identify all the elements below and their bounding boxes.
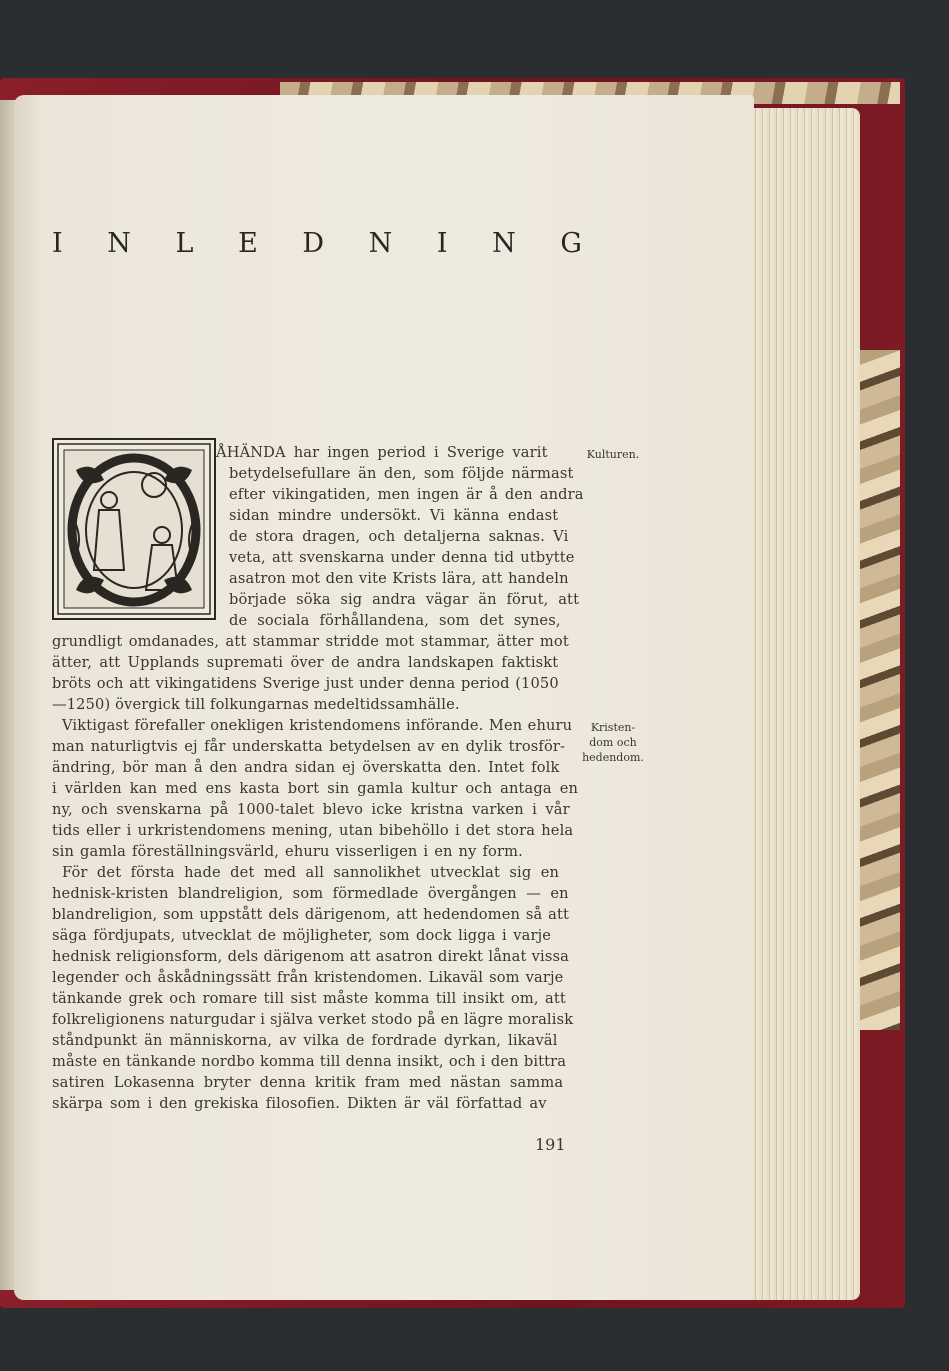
- decorated-initial-image: [52, 438, 216, 620]
- text-line: tids eller i urkristendomens mening, utan bibehöllo i det stora hela: [52, 822, 574, 839]
- page-number: 191: [535, 1135, 566, 1154]
- text-line: asatron mot den vite Krists lära, att handeln: [229, 570, 569, 587]
- text-line: betydelsefullare än den, som följde närmast: [229, 465, 574, 482]
- text-line: folkreligionens naturgudar i själva verket stodo på en lägre moralisk: [52, 1011, 574, 1028]
- text-line: grundligt omdanades, att stammar stridde mot stammar, ätter mot: [52, 633, 569, 650]
- heading-letter: I: [52, 228, 63, 259]
- heading-letter: N: [492, 228, 516, 259]
- text-line: efter vikingatiden, men ingen är å den andra: [229, 486, 584, 503]
- heading-letter: E: [238, 228, 258, 259]
- text-line: ändring, bör man å den andra sidan ej överskatta den. Intet folk: [52, 759, 560, 776]
- text-line: ätter, att Upplands suprematі över de andra landskapen faktiskt: [52, 654, 559, 671]
- margin-note-line: hedendom.: [582, 751, 644, 764]
- text-line: skärpa som i den grekiska filosofien. Dikten är väl författad av: [52, 1095, 547, 1112]
- text-line: började söka sig andra vägar än förut, att: [229, 591, 580, 608]
- text-line: sin gamla föreställningsvärld, ehuru visserligen i en ny form.: [52, 843, 523, 860]
- text-line: de sociala förhållandena, som det synes,: [229, 612, 561, 629]
- text-line: sidan mindre undersökt. Vi känna endast: [229, 507, 559, 524]
- chapter-heading: [52, 228, 582, 259]
- text-line: hednisk religionsform, dels därigenom att asatron direkt lånat vissa: [52, 948, 569, 965]
- text-line: ÅHÄNDA har ingen period i Sverige varit: [216, 444, 548, 461]
- heading-letter: G: [560, 228, 582, 259]
- text-line: Viktigast förefaller onekligen kristendomens införande. Men ehuru: [62, 717, 573, 734]
- text-line: satiren Lokasenna bryter denna kritik fram med nästan samma: [52, 1074, 564, 1091]
- heading-letter: I: [436, 228, 448, 259]
- text-line: hednisk-kristen blandreligion, som förmedlade övergången — en: [52, 885, 569, 902]
- text-line: ståndpunkt än människorna, av vilka de fordrade dyrkan, likaväl: [52, 1032, 558, 1049]
- text-line: i världen kan med ens kasta bort sin gamla kultur och antaga en: [52, 780, 579, 797]
- heading-letter: L: [175, 228, 194, 259]
- text-line: blandreligion, som uppstått dels därigenom, att hedendomen så att: [52, 906, 570, 923]
- margin-note-line: Kristen-: [590, 721, 636, 734]
- marbled-cover-edge: [860, 350, 900, 1030]
- text-line: ny, och svenskarna på 1000-talet blevo icke kristna varken i vår: [52, 801, 570, 818]
- text-line: måste en tänkande nordbo komma till denna insikt, och i den bittra: [52, 1053, 567, 1070]
- page-block-edges: [745, 108, 860, 1300]
- heading-letter: N: [368, 228, 393, 259]
- heading-letter: N: [107, 228, 131, 259]
- text-line: veta, att svenskarna under denna tid utbytte: [229, 549, 575, 566]
- margin-note-kristendom: [578, 720, 648, 765]
- margin-note-line: dom och: [589, 736, 637, 749]
- text-line: —1250) övergick till folkungarnas medeltidssamhälle.: [52, 696, 460, 713]
- margin-note-kulturen: Kulturen.: [586, 448, 640, 461]
- text-line: För det första hade det med all sannolikhet utvecklat sig en: [62, 864, 560, 881]
- text-line: säga fördjupats, utvecklat de möjligheter, som dock ligga i varje: [52, 927, 552, 944]
- woodcut-initial-icon: [54, 440, 214, 618]
- text-line: legender och åskådningssätt från kristendomen. Likaväl som varje: [52, 969, 564, 986]
- text-line: bröts och att vikingatidens Sverige just under denna period (1050: [52, 675, 559, 692]
- text-line: de stora dragen, och detaljerna saknas. Vi: [229, 528, 569, 545]
- text-line: tänkande grek och romare till sist måste komma till insikt om, att: [52, 990, 566, 1007]
- heading-letter: D: [302, 228, 325, 259]
- text-line: man naturligtvis ej får underskatta betydelsen av en dylik trosför-: [52, 738, 566, 755]
